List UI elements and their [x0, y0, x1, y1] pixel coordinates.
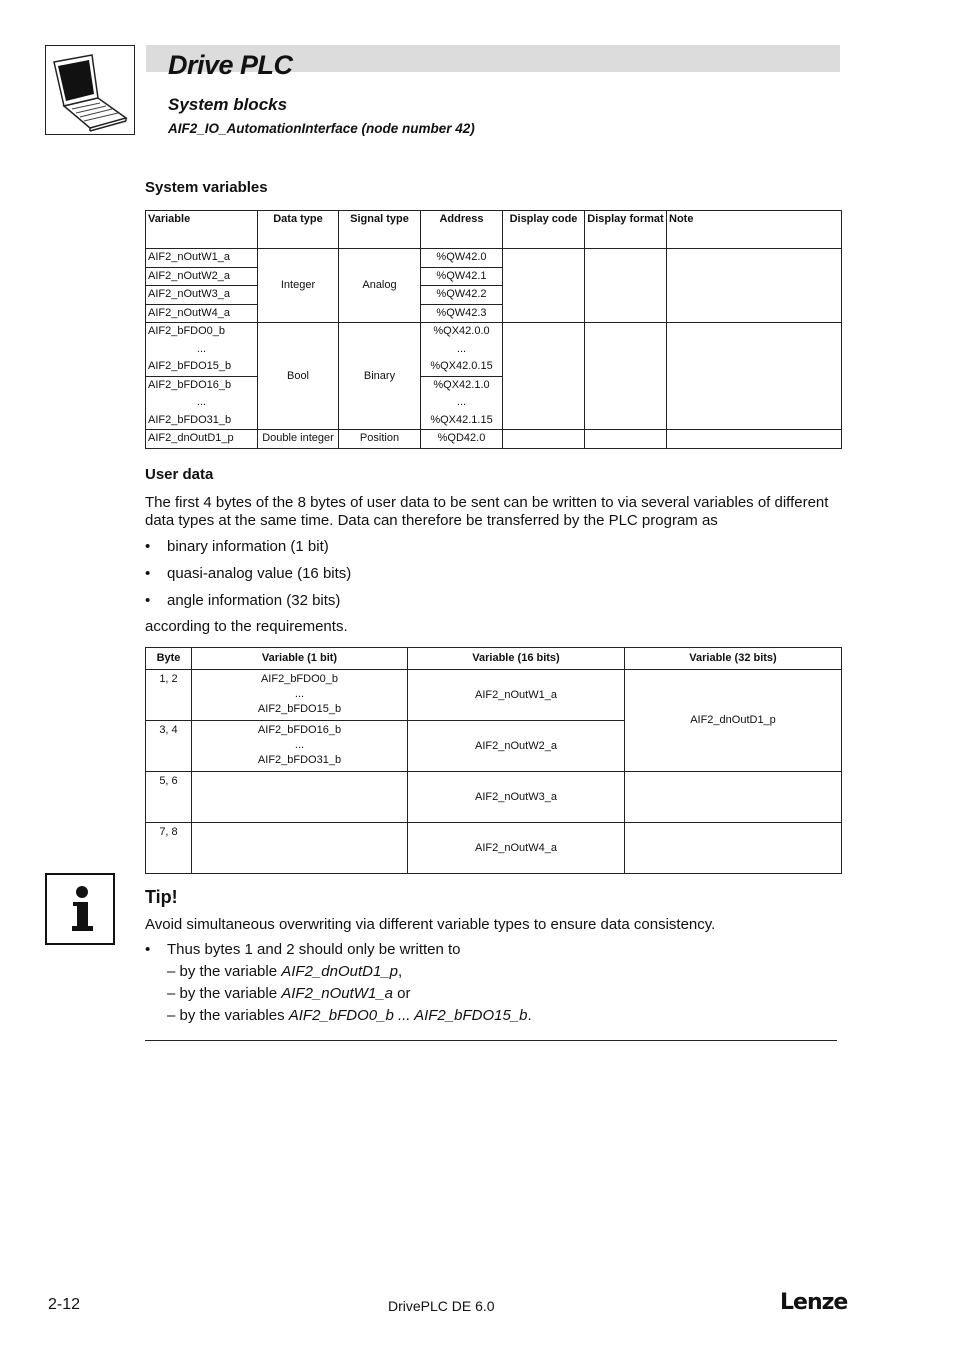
- word-variable-cell: AIF2_nOutW1_a: [408, 670, 625, 721]
- signal-type-cell: Binary: [339, 323, 421, 430]
- signal-type-cell: Analog: [339, 249, 421, 323]
- column-header: Note: [667, 211, 842, 249]
- tip-sub-suffix: .: [527, 1007, 532, 1024]
- address-cell: %QX42.0.0: [421, 323, 503, 341]
- table-row: [146, 772, 842, 823]
- bit-variable-start: AIF2_bFDO0_b: [260, 673, 339, 685]
- ellipsis: ...: [294, 739, 305, 751]
- bullet-glyph: •: [145, 592, 151, 609]
- system-variables-table: [145, 210, 842, 449]
- data-type-cell: Integer: [258, 249, 339, 323]
- tip-sub-item: [167, 963, 402, 980]
- user-data-paragraph: The first 4 bytes of the 8 bytes of user data to be sent can be written to via several variables of different data types at the same time. Data can therefore be transferred by the PLC program as: [145, 494, 829, 529]
- bit-variable-start: AIF2_bFDO16_b: [257, 724, 342, 736]
- byte-cell: 3, 4: [146, 721, 192, 772]
- tip-sub-item: [167, 985, 411, 1002]
- column-header: Signal type: [339, 211, 421, 249]
- byte-cell: 7, 8: [146, 823, 192, 874]
- tip-sub-prefix: – by the variable: [167, 985, 282, 1002]
- address-cell: %QX42.1.15: [421, 412, 503, 430]
- dword-variable-cell: [625, 772, 842, 823]
- bullet-glyph: •: [145, 538, 151, 555]
- bullet-glyph: •: [145, 941, 151, 958]
- tip-sub-prefix: – by the variables: [167, 1007, 289, 1024]
- list-item: [145, 538, 329, 555]
- word-variable-cell: AIF2_nOutW3_a: [408, 772, 625, 823]
- column-header: Byte: [146, 648, 192, 670]
- bullet-glyph: •: [145, 565, 151, 582]
- word-variable-cell: AIF2_nOutW4_a: [408, 823, 625, 874]
- note-cell: [667, 249, 842, 323]
- column-header: Variable (1 bit): [192, 648, 408, 670]
- display-format-cell: [585, 323, 667, 430]
- divider: [145, 1040, 837, 1041]
- tip-text: Avoid simultaneous overwriting via different variable types to ensure data consistency.: [145, 916, 716, 933]
- tip-bullet: [145, 941, 461, 958]
- address-cell: %QW42.1: [421, 267, 503, 286]
- tip-sub-prefix: – by the variable: [167, 963, 282, 980]
- divider: [145, 873, 837, 874]
- table-header-row: [146, 211, 842, 249]
- list-item-text: quasi-analog value (16 bits): [167, 565, 352, 582]
- brand-logo: Lenze: [780, 1290, 848, 1315]
- variable-cell: AIF2_bFDO15_b: [146, 358, 258, 376]
- page-title: Drive PLC: [168, 50, 293, 80]
- note-cell: [667, 323, 842, 430]
- variable-cell: AIF2_nOutW3_a: [146, 286, 258, 305]
- word-variable-cell: AIF2_nOutW2_a: [408, 721, 625, 772]
- tip-sub-suffix: ,: [398, 963, 403, 980]
- table-row: [146, 823, 842, 874]
- after-list-text: according to the requirements.: [145, 618, 348, 635]
- bit-variable-cell: [192, 823, 408, 874]
- info-icon: [45, 873, 115, 945]
- list-item: [145, 592, 340, 609]
- variable-cell: AIF2_bFDO31_b: [146, 412, 258, 430]
- display-format-cell: [585, 249, 667, 323]
- list-item-text: binary information (1 bit): [167, 538, 329, 555]
- ellipsis-cell: ...: [421, 394, 503, 412]
- tip-sub-variable: AIF2_bFDO0_b ... AIF2_bFDO15_b: [288, 1007, 528, 1024]
- address-cell: %QW42.3: [421, 304, 503, 323]
- address-cell: %QW42.0: [421, 249, 503, 268]
- bit-variable-cell: [192, 670, 408, 721]
- column-header: Address: [421, 211, 503, 249]
- bit-variable-end: AIF2_bFDO15_b: [257, 703, 342, 715]
- display-code-cell: [503, 249, 585, 323]
- address-cell: %QW42.2: [421, 286, 503, 305]
- column-header: Variable (32 bits): [625, 648, 842, 670]
- data-type-cell: Double integer: [258, 430, 339, 449]
- signal-type-cell: Position: [339, 430, 421, 449]
- column-header: Variable: [146, 211, 258, 249]
- variable-cell: AIF2_dnOutD1_p: [146, 430, 258, 449]
- byte-cell: 1, 2: [146, 670, 192, 721]
- bit-variable-cell: [192, 721, 408, 772]
- table-row: [146, 670, 842, 721]
- display-code-cell: [503, 323, 585, 430]
- tip-sub-suffix: or: [392, 985, 411, 1002]
- column-header: Display code: [503, 211, 585, 249]
- variable-cell: AIF2_nOutW2_a: [146, 267, 258, 286]
- column-header: Data type: [258, 211, 339, 249]
- address-cell: %QX42.1.0: [421, 376, 503, 394]
- data-type-cell: Bool: [258, 323, 339, 430]
- table-row: [146, 323, 842, 341]
- footer-document-name: DrivePLC DE 6.0: [388, 1298, 495, 1314]
- column-header: Variable (16 bits): [408, 648, 625, 670]
- subsection-title: AIF2_IO_AutomationInterface (node number 42): [168, 121, 475, 136]
- ellipsis-cell: ...: [146, 341, 258, 359]
- user-data-table: [145, 647, 842, 874]
- table-row: [146, 249, 842, 268]
- table-row: [146, 430, 842, 449]
- address-cell: %QX42.0.15: [421, 358, 503, 376]
- tip-sub-item: [167, 1007, 532, 1024]
- table-header-row: [146, 648, 842, 670]
- laptop-icon: [45, 45, 135, 135]
- list-item: [145, 565, 351, 582]
- tip-bullet-text: Thus bytes 1 and 2 should only be written to: [167, 941, 461, 958]
- section-title: System blocks: [168, 95, 288, 114]
- dword-variable-cell: [625, 823, 842, 874]
- bit-variable-end: AIF2_bFDO31_b: [257, 754, 342, 766]
- variable-cell: AIF2_bFDO16_b: [146, 376, 258, 394]
- user-data-heading: User data: [145, 466, 214, 483]
- ellipsis: ...: [294, 688, 305, 700]
- dword-variable-cell: AIF2_dnOutD1_p: [625, 670, 842, 772]
- column-header: Display format: [585, 211, 667, 249]
- variable-cell: AIF2_bFDO0_b: [146, 323, 258, 341]
- variable-cell: AIF2_nOutW1_a: [146, 249, 258, 268]
- note-cell: [667, 430, 842, 449]
- tip-heading: Tip!: [145, 887, 178, 907]
- tip-sub-variable: AIF2_nOutW1_a: [281, 985, 393, 1002]
- address-cell: %QD42.0: [421, 430, 503, 449]
- byte-cell: 5, 6: [146, 772, 192, 823]
- ellipsis-cell: ...: [421, 341, 503, 359]
- variable-cell: AIF2_nOutW4_a: [146, 304, 258, 323]
- tip-sub-variable: AIF2_dnOutD1_p: [281, 963, 398, 980]
- system-variables-heading: System variables: [145, 179, 268, 196]
- bit-variable-cell: [192, 772, 408, 823]
- ellipsis-cell: ...: [146, 394, 258, 412]
- display-code-cell: [503, 430, 585, 449]
- page-number: 2-12: [48, 1296, 81, 1313]
- display-format-cell: [585, 430, 667, 449]
- list-item-text: angle information (32 bits): [167, 592, 341, 609]
